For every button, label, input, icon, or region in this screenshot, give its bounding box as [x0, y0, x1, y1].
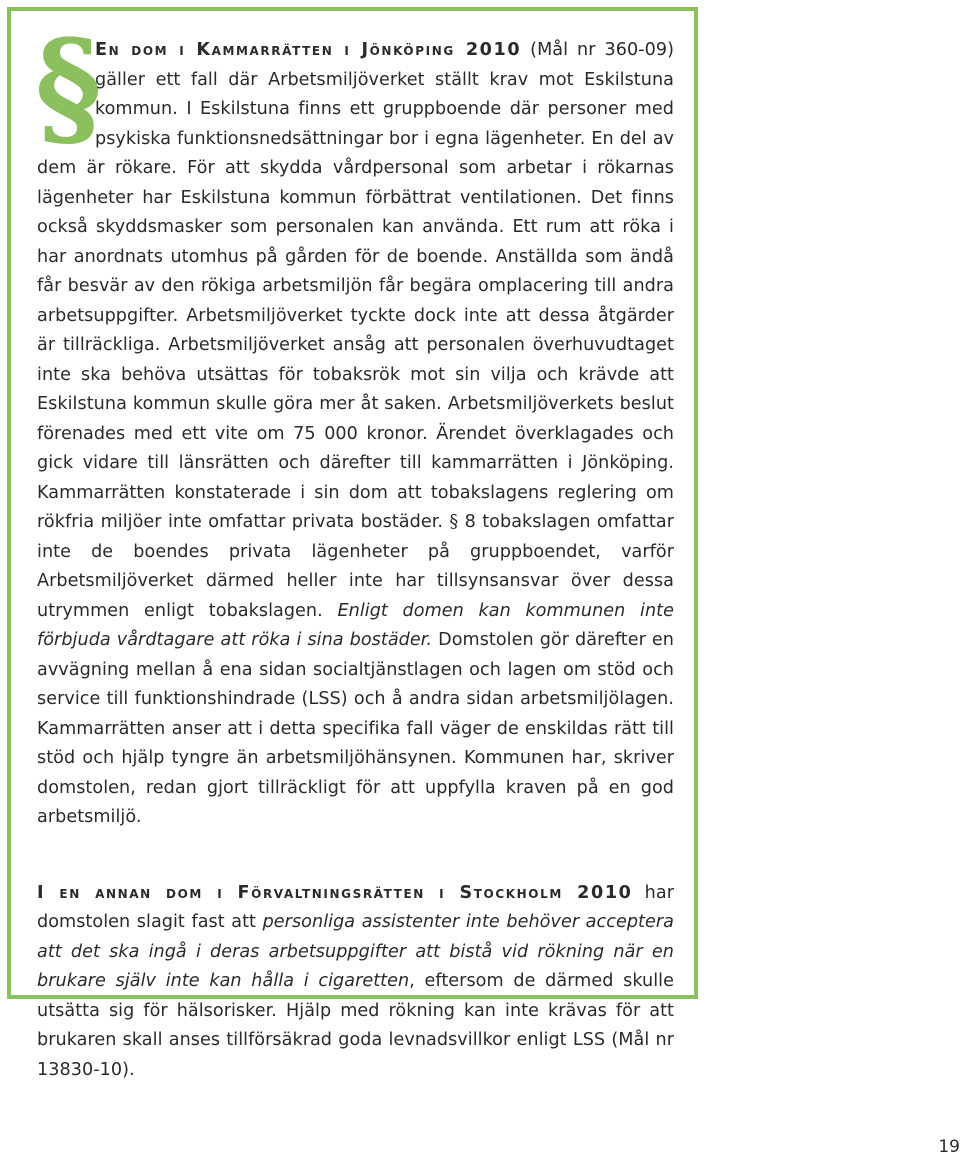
paragraph-2-lead: I en annan dom i Förvaltningsrätten i Stockholm 2010: [37, 882, 633, 903]
paragraph-1-text-a: (Mål nr 360-09) gäller ett fall där Arbetsmiljöverket ställt krav mot Eskilstuna kommun. I Eskilstuna finns ett gruppboende där personer med psykiska funktionsnedsättningar bor i egna lägenheter. En del av dem är rökare. För att skydda vårdpersonal som arbetar i rökarnas lägenheter har Eskilstuna kommun förbättrat ventilationen. Det finns också skyddsmasker som personalen kan använda. Ett rum att röka i har anordnats utomhus på gården för de boende. Anställda som ändå får besvär av den rökiga arbetsmiljön får begära omplacering till andra arbetsuppgifter. Arbetsmiljöverket tyckte dock inte att dessa åtgärder är tillräckliga. Arbetsmiljöverket ansåg att personalen överhuvudtaget inte ska behöva utsättas för tobaksrök mot sin vilja och krävde att Eskilstuna kommun skulle göra mer åt saken. Arbetsmiljöverkets beslut förenades med ett vite om 75 000 kronor. Ärendet överklagades och gick vidare till länsrätten och därefter till kammarrätten i Jönköping. Kammarrätten konstaterade i sin dom att tobakslagens reglering om rökfria miljöer inte omfattar privata bostäder.: [37, 40, 674, 532]
inline-section-symbol: §: [449, 512, 459, 532]
paragraph-1-text-c: Domstolen gör därefter en avvägning mellan å ena sidan socialtjänstlagen och lagen om stöd och service till funktionshindrade (LSS) och å andra sidan arbetsmiljölagen. Kammarrätten anser att i detta specifika fall väger de enskildas rätt till stöd och hjälp tyngre än arbetsmiljöhänsynen. Kommunen har, skriver domstolen, redan gjort tillräckligt för att uppfylla kraven på en god arbetsmiljö.: [37, 630, 674, 827]
paragraph-2-italic: personliga assistenter inte behöver acceptera att det ska ingå i deras arbetsuppgifter att bistå vid rökning när en brukare själv inte kan hålla i cigaretten: [37, 912, 674, 991]
paragraph-1-italic: Enligt domen kan kommunen inte förbjuda vårdtagare att röka i sina bostäder.: [37, 600, 674, 650]
paragraph-2-text-a: har domstolen slagit fast att: [37, 882, 674, 932]
paragraph-2-text-b: , eftersom de därmed skulle utsätta sig för hälsorisker. Hjälp med rökning kan inte krävas för att brukaren skall anses tillförsäkrad goda levnadsvillkor enligt LSS (Mål nr 13830-10).: [37, 971, 674, 1080]
article-content: [35, 13, 674, 1085]
paragraph-1: [35, 13, 674, 833]
page-number: 19: [938, 1137, 960, 1157]
section-symbol-icon: §: [35, 13, 102, 163]
paragraph-1-lead: En dom i Kammarrätten i Jönköping 2010: [95, 40, 522, 60]
paragraph-1-text-b: 8 tobakslagen omfattar inte de boendes privata lägenheter på gruppboendet, varför Arbetsmiljöverket därmed heller inte har tillsynsansvar över dessa utrymmen enligt tobakslagen.: [37, 512, 674, 621]
paragraph-2: [37, 879, 674, 1086]
